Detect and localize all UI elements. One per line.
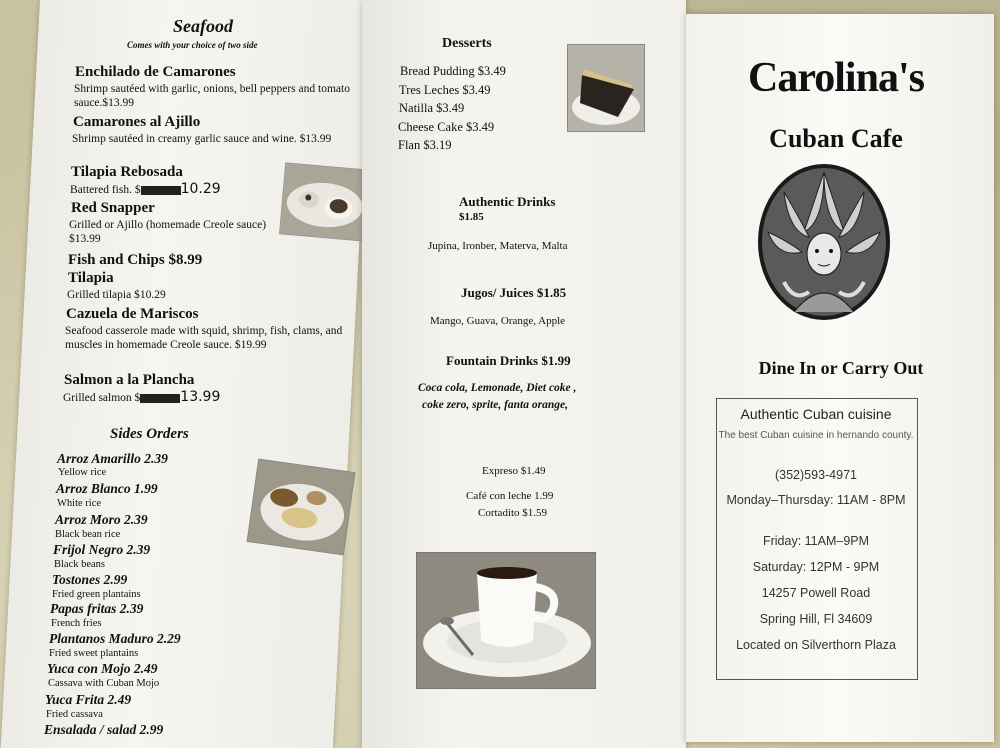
dessert-item: Natilla $3.49 <box>399 101 465 115</box>
seafood-title: Seafood <box>173 16 233 36</box>
side-item-desc: White rice <box>57 498 102 509</box>
sides-photo <box>247 459 356 556</box>
seafood-note: Comes with your choice of two side <box>127 40 258 50</box>
side-item-desc: Fried sweet plantains <box>49 648 139 659</box>
juices-title: Jugos/ Juices $1.85 <box>461 285 567 300</box>
item-desc <box>63 390 283 405</box>
authentic-drinks-title: Authentic Drinks <box>459 194 556 209</box>
item-name: Camarones al Ajillo <box>73 114 201 130</box>
info-title: Authentic Cuban cuisine <box>740 406 892 422</box>
side-item-name: Plantanos Maduro 2.29 <box>49 631 181 646</box>
side-item-desc: Yellow rice <box>58 467 107 478</box>
coffee-item: Expreso $1.49 <box>482 465 546 477</box>
hours-weekday: Monday–Thursday: 11AM - 8PM <box>726 493 906 507</box>
address-street: 14257 Powell Road <box>761 586 871 600</box>
side-item-name: Yuca Frita 2.49 <box>45 692 132 707</box>
item-desc: Grilled tilapia $10.29 <box>67 289 166 301</box>
item-name: Enchilado de Camarones <box>75 64 236 80</box>
side-item-name: Arroz Moro 2.39 <box>55 512 148 527</box>
desserts-title: Desserts <box>442 36 492 51</box>
coffee-photo <box>416 552 596 689</box>
item-name: Salmon a la Plancha <box>64 372 195 388</box>
info-tagline: The best Cuban cuisine in hernando county. <box>718 430 914 441</box>
side-item-desc: Fried green plantains <box>52 589 141 600</box>
item-desc: Shrimp sautéed with garlic, onions, bell peppers and tomato sauce.$13.99 <box>74 83 350 109</box>
side-item-desc: Cassava with Cuban Mojo <box>48 678 160 689</box>
fountain-drinks-line: coke zero, sprite, fanta orange, <box>422 399 568 411</box>
side-item-name: Papas fritas 2.39 <box>50 601 144 616</box>
cover-section <box>686 14 994 742</box>
side-item-name: Yuca con Mojo 2.49 <box>47 661 158 676</box>
seafood-section <box>0 0 380 748</box>
dessert-item: Tres Leches $3.49 <box>399 83 491 97</box>
side-item-desc: French fries <box>51 618 102 629</box>
item-name: Cazuela de Mariscos <box>66 306 199 322</box>
desserts-drinks-section <box>362 0 686 748</box>
dessert-item: Bread Pudding $3.49 <box>400 64 506 78</box>
side-item-name: Tostones 2.99 <box>52 572 128 587</box>
sides-title: Sides Orders <box>110 426 189 442</box>
logo-illustration <box>754 162 894 322</box>
seafood-photo <box>279 162 371 241</box>
side-item-desc: Black beans <box>54 559 106 570</box>
authentic-drinks-price: $1.85 <box>459 211 484 223</box>
side-item-name: Arroz Blanco 1.99 <box>56 481 158 496</box>
item-desc: Seafood casserole made with squid, shrimp, fish, clams, and muscles in homemade Creole sauce. $19.99 <box>65 325 343 351</box>
hours-saturday: Saturday: 12PM - 9PM <box>752 560 880 574</box>
dine-in-tagline: Dine In or Carry Out <box>758 358 924 378</box>
side-item-name: Arroz Amarillo 2.39 <box>57 451 168 466</box>
phone-number: (352)593-4971 <box>774 468 857 482</box>
item-name: Tilapia Rebosada <box>71 164 183 180</box>
authentic-drinks-list: Jupina, Ironber, Materva, Malta <box>428 240 568 252</box>
item-desc: Shrimp sautéed in creamy garlic sauce and wine. $13.99 <box>72 133 332 145</box>
coffee-item: Café con leche 1.99 <box>466 490 554 502</box>
price-strikeout <box>140 394 180 403</box>
handwritten-price: 10.29 <box>180 181 221 197</box>
item-desc: Grilled or Ajillo (homemade Creole sauce) $13.99 <box>69 219 267 245</box>
side-item-desc: Fried cassava <box>46 709 103 720</box>
side-item-desc: Black bean rice <box>55 529 121 540</box>
handwritten-price: 13.99 <box>180 389 221 405</box>
restaurant-subtitle: Cuban Cafe <box>769 124 903 153</box>
item-name: Tilapia <box>68 270 114 286</box>
fountain-drinks-title: Fountain Drinks $1.99 <box>446 353 571 368</box>
item-name: Red Snapper <box>71 200 155 216</box>
item-desc-text: Battered fish. $ <box>70 184 141 196</box>
side-item-name: Ensalada / salad 2.99 <box>44 722 164 737</box>
fountain-drinks-line: Coca cola, Lemonade, Diet coke , <box>418 382 577 394</box>
dessert-item: Cheese Cake $3.49 <box>398 120 495 134</box>
item-desc <box>70 182 270 197</box>
coffee-item: Cortadito $1.59 <box>478 507 548 519</box>
cake-photo <box>567 44 645 132</box>
side-item-name: Frijol Negro 2.39 <box>53 542 151 557</box>
dessert-item: Flan $3.19 <box>398 138 452 152</box>
juices-list: Mango, Guava, Orange, Apple <box>430 315 566 327</box>
address-city: Spring Hill, Fl 34609 <box>759 612 873 626</box>
hours-friday: Friday: 11AM–9PM <box>762 534 870 548</box>
price-strikeout <box>141 186 181 195</box>
item-desc-text: Grilled salmon $ <box>63 392 141 404</box>
item-name: Fish and Chips $8.99 <box>68 252 203 268</box>
restaurant-name: Carolina's <box>748 55 924 101</box>
location-note: Located on Silverthorn Plaza <box>736 638 896 652</box>
